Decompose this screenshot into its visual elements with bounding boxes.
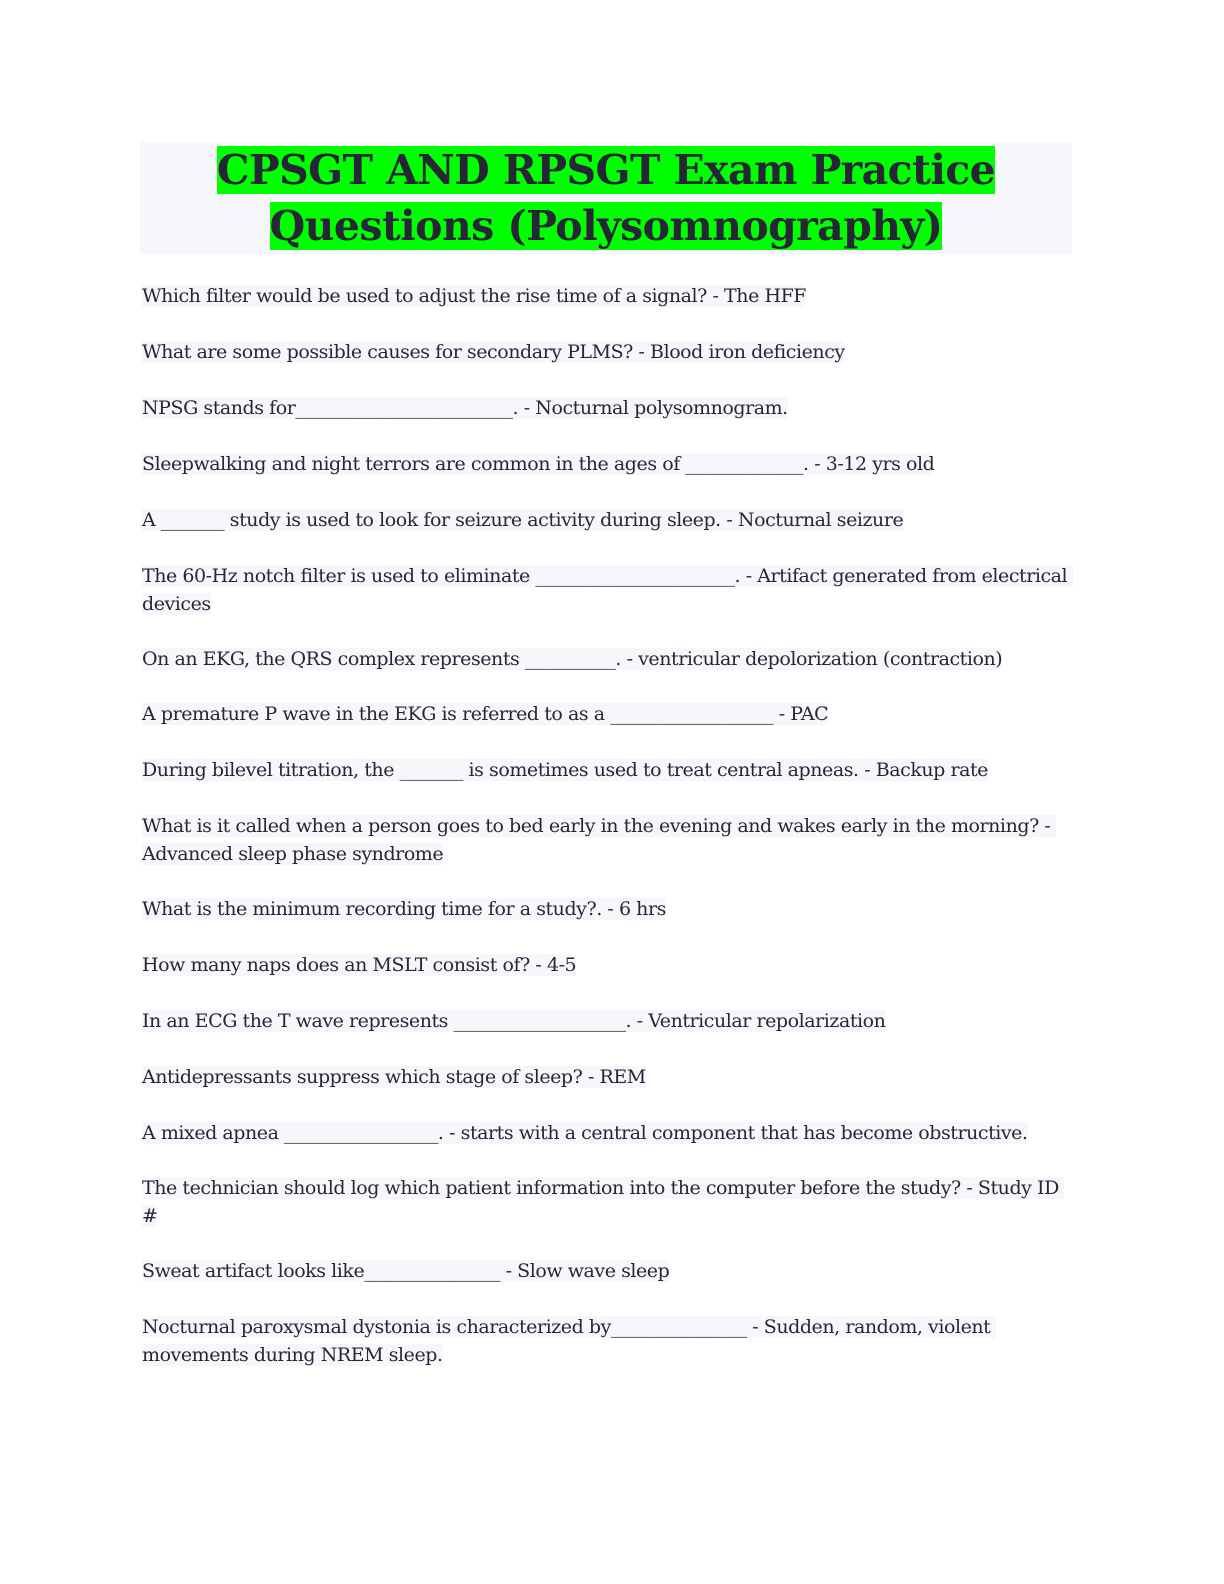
question-item-17: Sweat artifact looks like_______________ - Slow wave sleep: [142, 1260, 670, 1282]
question-item-9: During bilevel titration, the _______ is sometimes used to treat central apneas. - Backup rate: [142, 759, 988, 781]
question-item-2: What are some possible causes for secondary PLMS? - Blood iron deficiency: [142, 341, 845, 363]
question-item-8: A premature P wave in the EKG is referred to as a __________________ - PAC: [142, 703, 829, 725]
question-item-13: In an ECG the T wave represents ___________________. - Ventricular repolarization: [142, 1010, 886, 1032]
question-item-4: Sleepwalking and night terrors are common in the ages of _____________. - 3-12 yrs old: [142, 453, 935, 475]
question-item-15: A mixed apnea _________________. - starts with a central component that has become obstructive.: [142, 1122, 1028, 1144]
question-item-11: What is the minimum recording time for a study?. - 6 hrs: [142, 898, 666, 920]
question-item-1: Which filter would be used to adjust the rise time of a signal? - The HFF: [142, 285, 807, 307]
question-item-3: NPSG stands for________________________. - Nocturnal polysomnogram.: [142, 397, 788, 419]
question-item-14: Antidepressants suppress which stage of sleep? - REM: [142, 1066, 646, 1088]
title-block: [140, 142, 1072, 254]
question-item-6: The 60-Hz notch filter is used to eliminate ______________________. - Artifact generated from electrical devices: [142, 565, 1073, 615]
question-list: [142, 282, 1074, 1369]
question-item-10: What is it called when a person goes to bed early in the evening and wakes early in the morning? - Advanced sleep phase syndrome: [142, 815, 1056, 865]
document-title: CPSGT AND RPSGT Exam Practice Questions (Polysomnography): [216, 146, 996, 250]
question-item-7: On an EKG, the QRS complex represents __________. - ventricular depolorization (contraction): [142, 648, 1003, 670]
question-item-16: The technician should log which patient information into the computer before the study? - Study ID #: [142, 1177, 1065, 1227]
question-item-12: How many naps does an MSLT consist of? - 4-5: [142, 954, 577, 976]
question-item-18: Nocturnal paroxysmal dystonia is characterized by_______________ - Sudden, random, violent movements during NREM sleep.: [142, 1316, 996, 1366]
question-item-5: A _______ study is used to look for seizure activity during sleep. - Nocturnal seizure: [142, 509, 904, 531]
